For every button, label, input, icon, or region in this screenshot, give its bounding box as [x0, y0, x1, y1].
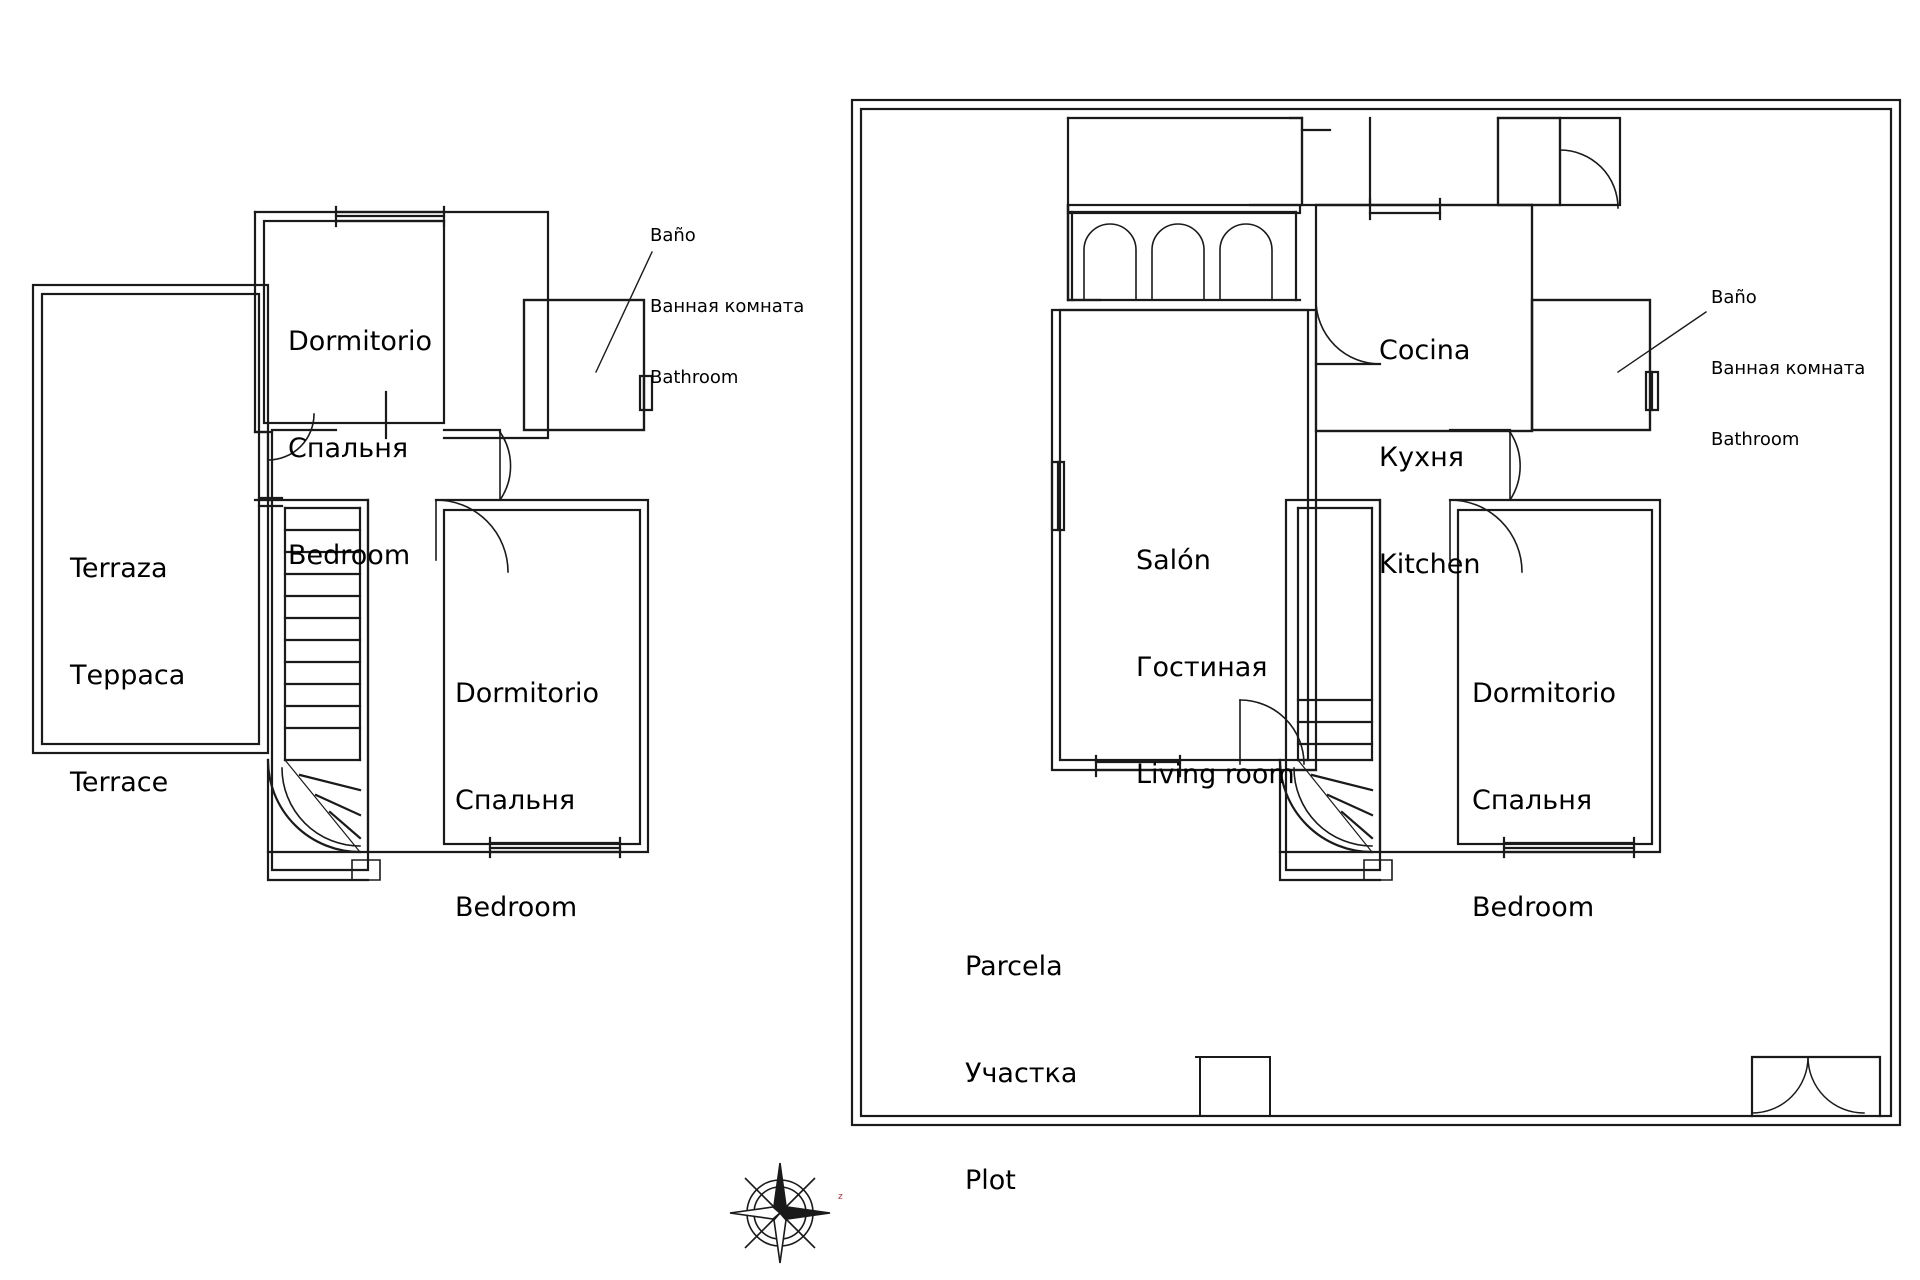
- label-terrace-en: Terrace: [70, 767, 169, 798]
- label-upper-bathroom-en: Bathroom: [650, 367, 739, 388]
- label-upper-bathroom-es: Baño: [650, 224, 696, 246]
- label-kitchen-ru: Кухня: [1379, 442, 1465, 474]
- compass-north-letter: z: [838, 1192, 843, 1202]
- label-upper-bedroom-bottom-ru: Спальня: [455, 785, 576, 817]
- label-kitchen-es: Cocina: [1379, 335, 1471, 367]
- label-plot-ru: Участка: [965, 1058, 1078, 1090]
- label-lower-bathroom-es: Baño: [1711, 286, 1757, 308]
- label-upper-bathroom-ru: Ванная комната: [650, 295, 805, 317]
- label-kitchen-en: Kitchen: [1379, 549, 1481, 580]
- label-living-room-en: Living room: [1136, 759, 1295, 790]
- label-plot-es: Parcela: [965, 951, 1063, 983]
- label-lower-bedroom-ru: Спальня: [1472, 785, 1593, 817]
- label-lower-bathroom: [1711, 238, 1865, 499]
- label-upper-bedroom-top: [288, 253, 432, 645]
- label-lower-bedroom-en: Bedroom: [1472, 892, 1595, 923]
- label-plot-en: Plot: [965, 1165, 1016, 1196]
- label-living-room: [1136, 472, 1295, 864]
- label-upper-bathroom: [650, 176, 804, 437]
- compass-rose-graphic: [730, 1163, 830, 1263]
- label-terrace-es: Terraza: [70, 553, 168, 585]
- label-upper-bedroom-bottom: [455, 605, 599, 997]
- label-lower-bedroom: [1472, 605, 1616, 997]
- label-terrace: [70, 480, 185, 872]
- label-plot: [965, 878, 1077, 1270]
- label-upper-bedroom-top-en: Bedroom: [288, 540, 411, 571]
- label-upper-bedroom-bottom-es: Dormitorio: [455, 678, 599, 710]
- label-living-room-ru: Гостиная: [1136, 652, 1268, 684]
- label-kitchen: [1379, 262, 1480, 654]
- label-upper-bedroom-top-ru: Спальня: [288, 433, 409, 465]
- label-lower-bathroom-ru: Ванная комната: [1711, 357, 1866, 379]
- label-upper-bedroom-bottom-en: Bedroom: [455, 892, 578, 923]
- label-lower-bedroom-es: Dormitorio: [1472, 678, 1616, 710]
- label-upper-bedroom-top-es: Dormitorio: [288, 326, 432, 358]
- label-lower-bathroom-en: Bathroom: [1711, 429, 1800, 450]
- label-terrace-ru: Терраса: [70, 660, 186, 692]
- label-living-room-es: Salón: [1136, 545, 1211, 577]
